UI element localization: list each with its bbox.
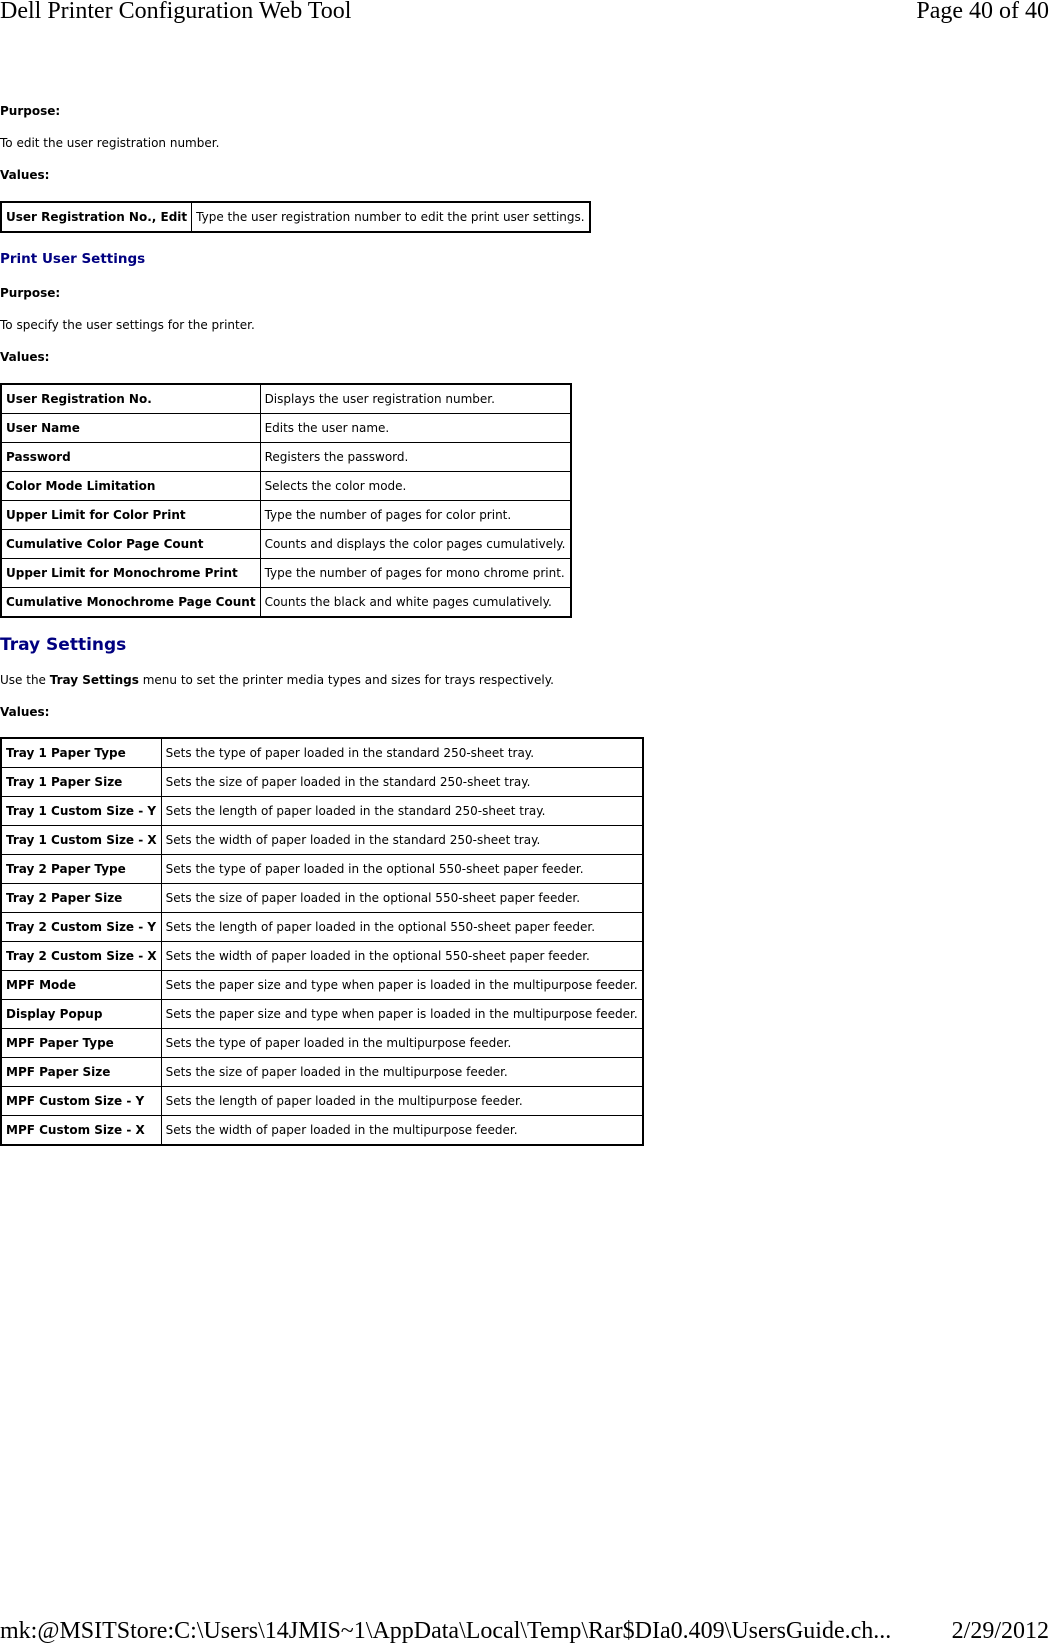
table-row — [1, 501, 571, 530]
table-key-cell: Color Mode Limitation — [1, 472, 260, 501]
values-label: Values: — [0, 705, 50, 719]
table-key-cell: Tray 1 Custom Size - Y — [1, 797, 161, 826]
table-desc-cell: Type the user registration number to edit the print user settings. — [192, 202, 590, 232]
table-desc-cell: Sets the length of paper loaded in the standard 250-sheet tray. — [161, 797, 643, 826]
table-key-cell: Tray 2 Custom Size - X — [1, 942, 161, 971]
table-desc-cell: Sets the type of paper loaded in the optional 550-sheet paper feeder. — [161, 855, 643, 884]
table-desc-cell: Sets the width of paper loaded in the optional 550-sheet paper feeder. — [161, 942, 643, 971]
table-key-cell: Tray 2 Paper Type — [1, 855, 161, 884]
table-desc-cell: Edits the user name. — [260, 414, 570, 443]
table-desc-cell: Sets the paper size and type when paper is loaded in the multipurpose feeder. — [161, 1000, 643, 1029]
purpose-label: Purpose: — [0, 286, 61, 300]
table-desc-cell: Type the number of pages for color print. — [260, 501, 570, 530]
table-desc-cell: Sets the size of paper loaded in the optional 550-sheet paper feeder. — [161, 884, 643, 913]
table-row — [1, 738, 643, 768]
table-desc-cell: Sets the size of paper loaded in the standard 250-sheet tray. — [161, 768, 643, 797]
table-row — [1, 530, 571, 559]
table-key-cell: User Registration No., Edit — [1, 202, 192, 232]
table-key-cell: Password — [1, 443, 260, 472]
table-key-cell: Tray 1 Custom Size - X — [1, 826, 161, 855]
table-row — [1, 797, 643, 826]
tray-intro-text — [0, 673, 554, 687]
tray-values-table — [0, 737, 644, 1146]
page-footer-path: mk:@MSITStore:C:\Users\14JMIS~1\AppData\Local\Temp\Rar$DIa0.409\UsersGuide.ch... — [0, 1618, 892, 1644]
table-row — [1, 1000, 643, 1029]
table-row — [1, 1087, 643, 1116]
table-desc-cell: Sets the type of paper loaded in the standard 250-sheet tray. — [161, 738, 643, 768]
values-label: Values: — [0, 168, 50, 182]
table-key-cell: Cumulative Monochrome Page Count — [1, 588, 260, 618]
page-header-number: Page 40 of 40 — [916, 0, 1049, 24]
table-desc-cell: Registers the password. — [260, 443, 570, 472]
table-row — [1, 884, 643, 913]
table-desc-cell: Selects the color mode. — [260, 472, 570, 501]
table-row — [1, 443, 571, 472]
tray-intro-prefix: Use the — [0, 673, 50, 687]
table-row — [1, 913, 643, 942]
table-key-cell: MPF Custom Size - Y — [1, 1087, 161, 1116]
table-row — [1, 971, 643, 1000]
tray-intro-suffix: menu to set the printer media types and sizes for trays respectively. — [138, 673, 554, 687]
table-row — [1, 588, 571, 618]
table-key-cell: Tray 2 Paper Size — [1, 884, 161, 913]
table-row — [1, 1116, 643, 1146]
table-desc-cell: Counts and displays the color pages cumulatively. — [260, 530, 570, 559]
table-desc-cell: Sets the length of paper loaded in the multipurpose feeder. — [161, 1087, 643, 1116]
table-key-cell: User Name — [1, 414, 260, 443]
table-key-cell: MPF Paper Type — [1, 1029, 161, 1058]
table-desc-cell: Sets the type of paper loaded in the multipurpose feeder. — [161, 1029, 643, 1058]
values-label: Values: — [0, 350, 50, 364]
table-row — [1, 384, 571, 414]
print-user-values-table — [0, 383, 572, 618]
section-heading-tray: Tray Settings — [0, 635, 127, 655]
table-row — [1, 202, 590, 232]
purpose-text: To edit the user registration number. — [0, 136, 220, 150]
table-desc-cell: Counts the black and white pages cumulatively. — [260, 588, 570, 618]
edit-values-table — [0, 201, 591, 233]
table-desc-cell: Sets the width of paper loaded in the multipurpose feeder. — [161, 1116, 643, 1146]
table-key-cell: Tray 1 Paper Type — [1, 738, 161, 768]
table-key-cell: Upper Limit for Color Print — [1, 501, 260, 530]
section-heading-print-user: Print User Settings — [0, 251, 146, 267]
table-row — [1, 1029, 643, 1058]
table-desc-cell: Sets the width of paper loaded in the standard 250-sheet tray. — [161, 826, 643, 855]
table-key-cell: MPF Custom Size - X — [1, 1116, 161, 1146]
table-desc-cell: Type the number of pages for mono chrome print. — [260, 559, 570, 588]
table-row — [1, 472, 571, 501]
table-key-cell: Display Popup — [1, 1000, 161, 1029]
tray-intro-bold: Tray Settings — [49, 673, 139, 687]
table-key-cell: Upper Limit for Monochrome Print — [1, 559, 260, 588]
table-row — [1, 559, 571, 588]
page-header-title: Dell Printer Configuration Web Tool — [0, 0, 352, 24]
table-row — [1, 942, 643, 971]
table-row — [1, 1058, 643, 1087]
table-key-cell: MPF Mode — [1, 971, 161, 1000]
table-desc-cell: Sets the size of paper loaded in the multipurpose feeder. — [161, 1058, 643, 1087]
table-desc-cell: Sets the paper size and type when paper is loaded in the multipurpose feeder. — [161, 971, 643, 1000]
table-row — [1, 826, 643, 855]
table-desc-cell: Sets the length of paper loaded in the optional 550-sheet paper feeder. — [161, 913, 643, 942]
table-desc-cell: Displays the user registration number. — [260, 384, 570, 414]
table-key-cell: MPF Paper Size — [1, 1058, 161, 1087]
table-key-cell: Tray 1 Paper Size — [1, 768, 161, 797]
table-row — [1, 768, 643, 797]
table-row — [1, 855, 643, 884]
page-footer-date: 2/29/2012 — [951, 1618, 1049, 1644]
table-key-cell: Tray 2 Custom Size - Y — [1, 913, 161, 942]
purpose-label: Purpose: — [0, 104, 61, 118]
table-key-cell: Cumulative Color Page Count — [1, 530, 260, 559]
purpose-text: To specify the user settings for the printer. — [0, 318, 255, 332]
table-row — [1, 414, 571, 443]
table-key-cell: User Registration No. — [1, 384, 260, 414]
